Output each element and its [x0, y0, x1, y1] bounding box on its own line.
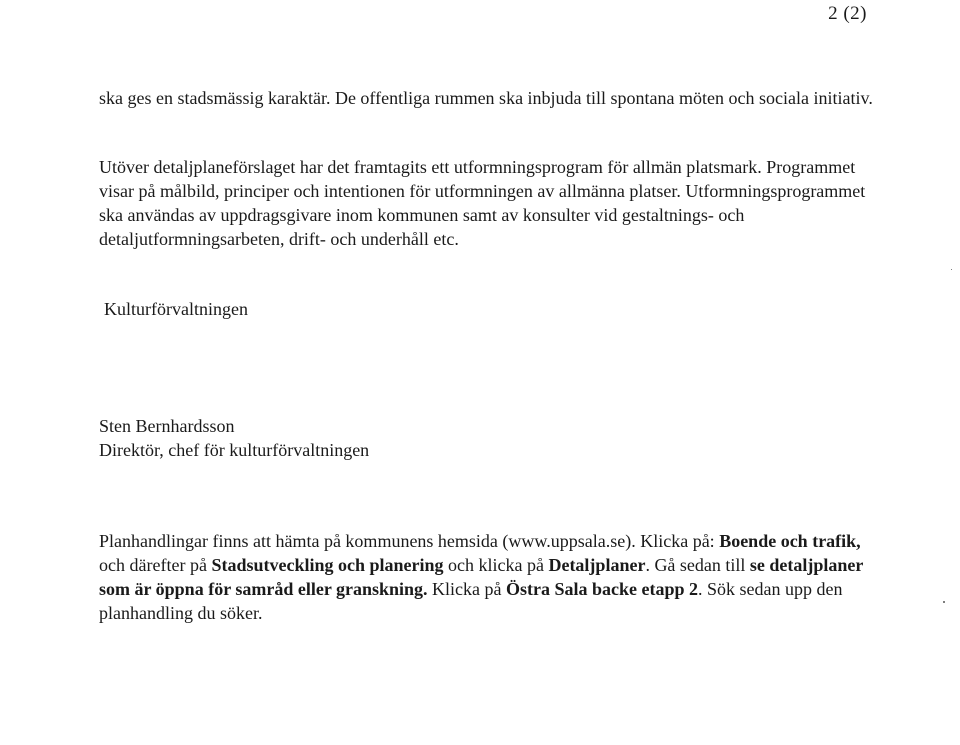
- instructions-text-1: Planhandlingar finns att hämta på kommunens hemsida (www.uppsala.se). Klicka på:: [99, 531, 720, 551]
- paragraph-intro: ska ges en stadsmässig karaktär. De offentliga rummen ska inbjuda till spontana möten och sociala initiativ.: [99, 88, 873, 108]
- instructions-text-2: och därefter på: [99, 555, 212, 575]
- organization-name: Kulturförvaltningen: [104, 299, 248, 319]
- signatory-name: Sten Bernhardsson: [99, 416, 235, 436]
- instructions-bold-2: Stadsutveckling och planering: [211, 555, 444, 575]
- signatory-title: Direktör, chef för kulturförvaltningen: [99, 440, 370, 460]
- paragraph-design-program: Utöver detaljplaneförslaget har det framtagits ett utformningsprogram för allmän platsmark. Programmet visar på målbild, principer och intentionen för utformningen av allmänna platser. Utformningsprogrammet ska användas av uppdragsgivare inom kommunen samt av konsulter vid gestaltnings- och detaljutformningsarbeten, drift- och underhåll etc.: [99, 157, 866, 249]
- signature-block: [99, 414, 369, 462]
- instructions-bold-4: se detaljplaner som är öppna för samråd eller granskning.: [99, 555, 864, 599]
- instructions-bold-5: Östra Sala backe etapp 2: [506, 579, 699, 599]
- scan-speck: [951, 269, 952, 270]
- instructions-text-3: och klicka på: [443, 555, 549, 575]
- instructions-bold-3: Detaljplaner: [548, 555, 646, 575]
- instructions-text-5: Klicka på: [427, 579, 507, 599]
- instructions-text-4: . Gå sedan till: [645, 555, 750, 575]
- page-number: 2 (2): [828, 3, 867, 24]
- scan-speck: [943, 601, 945, 603]
- paragraph-instructions: [99, 529, 879, 625]
- instructions-text-6: . Sök sedan upp den planhandling du söker.: [99, 579, 843, 623]
- instructions-bold-1: Boende och trafik,: [719, 531, 861, 551]
